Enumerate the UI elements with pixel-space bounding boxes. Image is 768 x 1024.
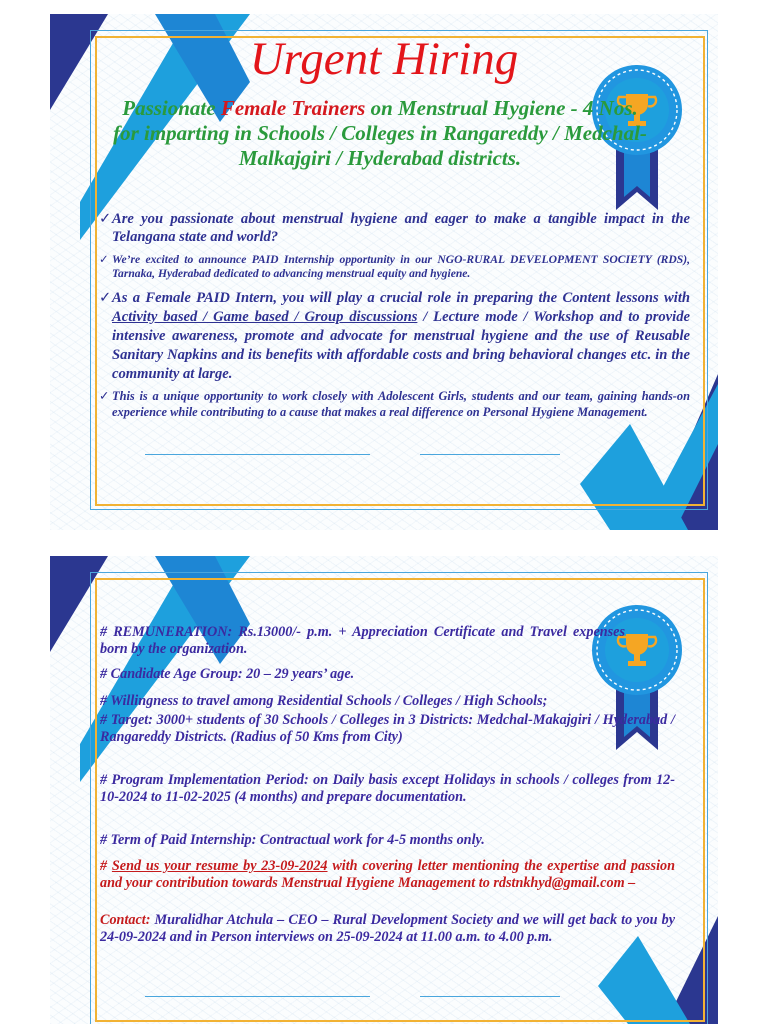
bullet-underlined: Activity based / Game based / Group discussions [112, 309, 418, 325]
travel-item: # Willingness to travel among Residential Schools / Colleges / High Schools; [100, 693, 548, 709]
poster-page-2 [50, 556, 718, 1024]
contact-label: Contact: [100, 912, 151, 928]
checkmark-icon: ✓ [99, 289, 112, 306]
contact-text: Muralidhar Atchula – CEO – Rural Development Society and we will get back to you by 24-09-2024 and in Person interviews on 25-09-2024 at 11.00 a.m. to 4.00 p.m. [100, 912, 675, 945]
remuneration-item: # REMUNERATION: Rs.13000/- p.m. + Appreciation Certificate and Travel expenses born by the organization. [100, 624, 625, 657]
bullet-role [99, 288, 690, 384]
bullet-text: This is a unique opportunity to work closely with Adolescent Girls, students and our team, gaining hands-on experience while contributing to a cause that makes a real difference on Personal Hygiene Management. [112, 389, 690, 419]
internship-term-item: # Term of Paid Internship: Contractual work for 4-5 months only. [100, 832, 485, 848]
bullet-text: As a Female PAID Intern, you will play a crucial role in preparing the Content lessons with [112, 290, 690, 306]
implementation-period-item: # Program Implementation Period: on Daily basis except Holidays in schools / colleges from 12-10-2024 to 11-02-2025 (4 months) and prepare documentation. [100, 772, 675, 805]
bullet-passionate [99, 210, 690, 246]
bullet-opportunity [99, 388, 690, 420]
bullet-text: We’re excited to announce PAID Internship opportunity in our NGO-RURAL DEVELOPMENT SOCIETY (RDS), Tarnaka, Hyderabad dedicated to advancing menstrual equity and hygiene. [112, 253, 690, 280]
headline-part-1: Passionate [122, 96, 221, 120]
bullet-text: Are you passionate about menstrual hygiene and eager to make a tangible impact in the Telangana state and world? [112, 211, 690, 245]
age-group-item: # Candidate Age Group: 20 – 29 years’ age. [100, 666, 355, 682]
checkmark-icon: ✓ [99, 252, 109, 266]
bullet-announcement [99, 252, 690, 281]
resume-deadline: Send us your resume by 23-09-2024 [111, 858, 328, 874]
page-title: Urgent Hiring [249, 33, 519, 85]
checkmark-icon: ✓ [99, 388, 110, 403]
contact-info [100, 912, 675, 946]
checkmark-icon: ✓ [99, 210, 112, 227]
bullet-text: / Lecture mode / Workshop and to provide intensive awareness, promote and advocate for menstrual hygiene and the use of Reusable Sanitary Napkins and its benefits with affordable costs and bring behavioral changes etc. in the community at large. [112, 309, 690, 382]
headline-highlight: Female Trainers [220, 96, 366, 120]
apply-text: with covering letter mentioning the expertise and passion and your contribution towards Menstrual Hygiene Management to rdstnkhyd@gmail.com – [100, 858, 676, 891]
job-headline [110, 96, 650, 171]
poster-page-1 [50, 14, 718, 530]
apply-instructions [100, 858, 675, 892]
apply-hash: # [100, 858, 112, 874]
target-item: # Target: 3000+ students of 30 Schools / Colleges in 3 Districts: Medchal-Makajgiri / Hyderabad / Rangareddy Districts. (Radius of 50 Kms from City) [100, 712, 675, 745]
headline-part-3: on Menstrual Hygiene - 4 Nos. for imparting in Schools / Colleges in Rangareddy / Medchal-Malkajgiri / Hyderabad districts. [113, 96, 647, 170]
